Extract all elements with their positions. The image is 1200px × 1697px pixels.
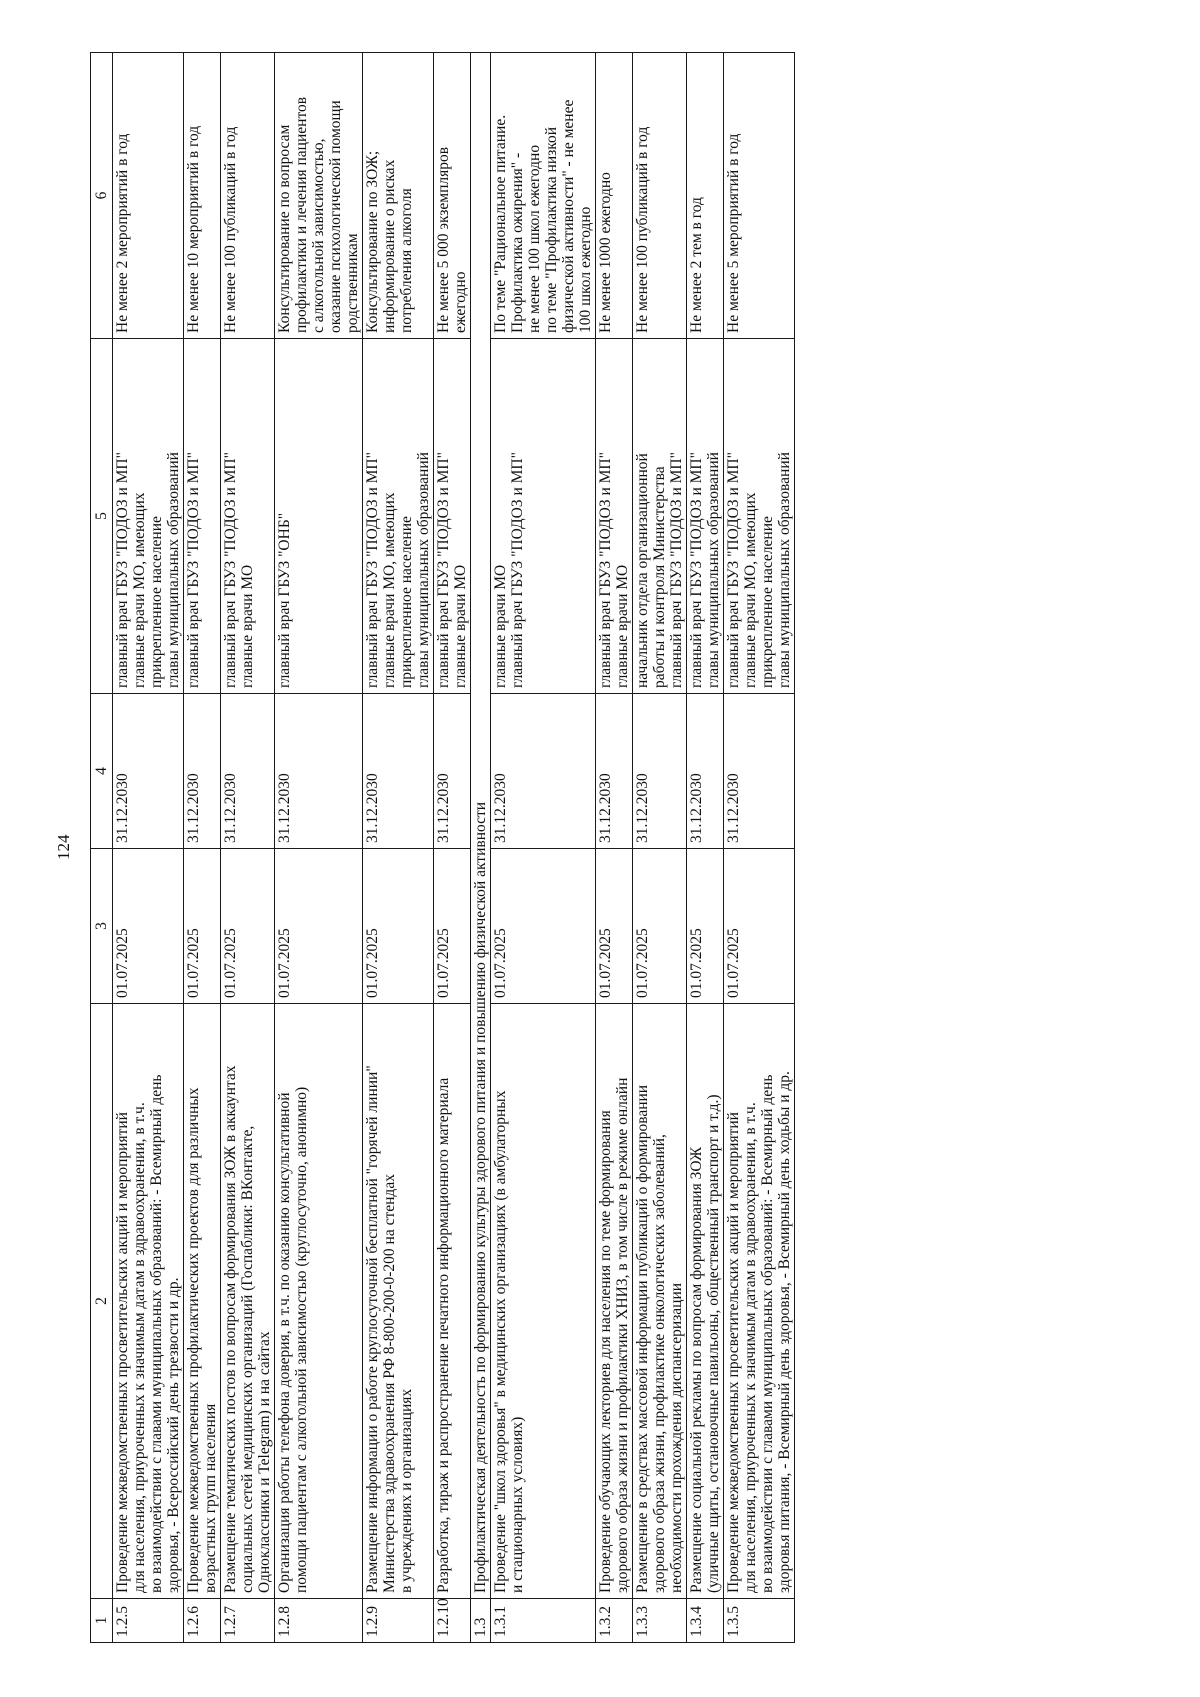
expected-result: По теме "Рациональное питание. Профилактика ожирения" - не менее 100 школ ежегодно по теме "Профилактика низкой физической активности" - не менее 100 школ ежегодно <box>491 53 596 339</box>
start-date: 01.07.2025 <box>491 849 596 1004</box>
page-number: 124 <box>54 834 73 860</box>
expected-result: Не менее 100 публикаций в год <box>633 53 687 339</box>
responsible-party: главный врач ГБУЗ "ПОДОЗ и МП" главные врачи МО <box>434 339 471 694</box>
expected-result: Не менее 2 мероприятий в год <box>113 53 184 339</box>
activity-description: Проведение обучающих лекториев для населения по теме формирования здорового образа жизни и профилактики ХНИЗ, в том числе в режиме онлайн <box>596 1004 633 1599</box>
end-date: 31.12.2030 <box>687 694 724 849</box>
row-number: 1.3.3 <box>633 1599 687 1643</box>
start-date: 01.07.2025 <box>363 849 434 1004</box>
start-date: 01.07.2025 <box>687 849 724 1004</box>
expected-result: Не менее 100 публикаций в год <box>221 53 275 339</box>
row-number: 1.2.6 <box>184 1599 221 1643</box>
responsible-party: главный врач ГБУЗ "ПОДОЗ и МП" главные врачи МО <box>596 339 633 694</box>
table-row <box>113 53 184 1643</box>
start-date: 01.07.2025 <box>724 849 795 1004</box>
row-number: 1.2.10 <box>434 1599 471 1643</box>
section-title: Профилактическая деятельность по формированию культуры здорового питания и повышению физической активности <box>471 53 491 1599</box>
row-number: 1.2.9 <box>363 1599 434 1643</box>
table-row <box>275 53 363 1643</box>
responsible-party: начальник отдела организационной работы и контроля Министерства главный врач ГБУЗ "ПОДОЗ и МП" <box>633 339 687 694</box>
responsible-party: главный врач ГБУЗ "ПОДОЗ и МП" главные врачи МО, имеющих прикрепленное население главы муниципальных образований <box>113 339 184 694</box>
start-date: 01.07.2025 <box>221 849 275 1004</box>
activity-description: Размещение в средствах массовой информации публикаций о формировании здорового образа жизни, профилактике онкологических заболеваний, необходимости прохождения диспансеризации <box>633 1004 687 1599</box>
row-number: 1.3 <box>471 1599 491 1643</box>
activity-description: Проведение межведомственных профилактических проектов для различных возрастных групп населения <box>184 1004 221 1599</box>
header-cell: 4 <box>91 694 113 849</box>
end-date: 31.12.2030 <box>275 694 363 849</box>
responsible-party: главный врач ГБУЗ "ПОДОЗ и МП" <box>184 339 221 694</box>
activity-description: Проведение "школ здоровья" в медицинских организациях (в амбулаторных и стационарных условиях) <box>491 1004 596 1599</box>
end-date: 31.12.2030 <box>724 694 795 849</box>
header-cell: 1 <box>91 1599 113 1643</box>
start-date: 01.07.2025 <box>596 849 633 1004</box>
table-row <box>363 53 434 1643</box>
header-cell: 2 <box>91 1004 113 1599</box>
table-body <box>113 53 795 1643</box>
activity-description: Размещение информации о работе круглосуточной бесплатной "горячей линии" Министерства здравоохранения РФ 8-800-200-0-200 на стендах в учреждениях и организациях <box>363 1004 434 1599</box>
table-row <box>724 53 795 1643</box>
table-row <box>596 53 633 1643</box>
header-row <box>91 53 113 1643</box>
start-date: 01.07.2025 <box>113 849 184 1004</box>
row-number: 1.3.1 <box>491 1599 596 1643</box>
expected-result: Консультирование по вопросам профилактики и лечения пациентов с алкогольной зависимостью, оказание психологической помощи родственникам <box>275 53 363 339</box>
row-number: 1.2.5 <box>113 1599 184 1643</box>
header-cell: 6 <box>91 53 113 339</box>
table-row <box>491 53 596 1643</box>
header-cell: 5 <box>91 339 113 694</box>
expected-result: Не менее 1000 ежегодно <box>596 53 633 339</box>
responsible-party: главный врач ГБУЗ "ПОДОЗ и МП" главные врачи МО, имеющих прикрепленное население главы муниципальных образований <box>363 339 434 694</box>
row-number: 1.3.2 <box>596 1599 633 1643</box>
expected-result: Не менее 5 мероприятий в год <box>724 53 795 339</box>
end-date: 31.12.2030 <box>184 694 221 849</box>
end-date: 31.12.2030 <box>221 694 275 849</box>
activity-description: Проведение межведомственных просветительских акций и мероприятий для населения, приуроченных к значимым датам в здравоохранении, в т.ч. во взаимодействии с главами муниципальных образований: - Всемирный день здоровья питания, - Всемирный день здоровья, - Всемирный день ходьбы и др. <box>724 1004 795 1599</box>
end-date: 31.12.2030 <box>113 694 184 849</box>
start-date: 01.07.2025 <box>633 849 687 1004</box>
end-date: 31.12.2030 <box>434 694 471 849</box>
responsible-party: главный врач ГБУЗ "ПОДОЗ и МП" главы муниципальных образований <box>687 339 724 694</box>
header-cell: 3 <box>91 849 113 1004</box>
activity-description: Размещение тематических постов по вопросам формирования ЗОЖ в аккаунтах социальных сетей медицинских организаций (Госпаблики: ВКонтакте, Одноклассники и Telegram) и на сайтах <box>221 1004 275 1599</box>
table-row <box>434 53 471 1643</box>
expected-result: Консультирование по ЗОЖ; информирование о рисках потребления алкоголя <box>363 53 434 339</box>
table-row <box>221 53 275 1643</box>
activity-description: Организация работы телефона доверия, в т.ч. по оказанию консультативной помощи пациентам с алкогольной зависимостью (круглосуточно, анонимно) <box>275 1004 363 1599</box>
expected-result: Не менее 2 тем в год <box>687 53 724 339</box>
end-date: 31.12.2030 <box>491 694 596 849</box>
start-date: 01.07.2025 <box>184 849 221 1004</box>
row-number: 1.3.4 <box>687 1599 724 1643</box>
start-date: 01.07.2025 <box>434 849 471 1004</box>
responsible-party: главный врач ГБУЗ "ПОДОЗ и МП" главные врачи МО <box>221 339 275 694</box>
responsible-party: главный врач ГБУЗ "ПОДОЗ и МП" главные врачи МО, имеющих прикрепленное население главы муниципальных образований <box>724 339 795 694</box>
expected-result: Не менее 10 мероприятий в год <box>184 53 221 339</box>
activity-description: Проведение межведомственных просветительских акций и мероприятий для населения, приуроченных к значимым датам в здравоохранении, в т.ч. во взаимодействии с главами муниципальных образований: - Всемирный день здоровья, - Всероссийский день трезвости и др. <box>113 1004 184 1599</box>
section-row <box>471 53 491 1643</box>
table-row <box>633 53 687 1643</box>
activity-description: Разработка, тираж и распространение печатного информационного материала <box>434 1004 471 1599</box>
end-date: 31.12.2030 <box>363 694 434 849</box>
responsible-party: главный врач ГБУЗ "ОНБ" <box>275 339 363 694</box>
row-number: 1.3.5 <box>724 1599 795 1643</box>
end-date: 31.12.2030 <box>596 694 633 849</box>
row-number: 1.2.7 <box>221 1599 275 1643</box>
responsible-party: главные врачи МО главный врач ГБУЗ "ПОДОЗ и МП" <box>491 339 596 694</box>
row-number: 1.2.8 <box>275 1599 363 1643</box>
expected-result: Не менее 5 000 экземпляров ежегодно <box>434 53 471 339</box>
plan-table <box>90 52 795 1643</box>
end-date: 31.12.2030 <box>633 694 687 849</box>
table-row <box>687 53 724 1643</box>
activity-description: Размещение социальной рекламы по вопросам формирования ЗОЖ (уличные щиты, остановочные павильоны, общественный транспорт и т.д.) <box>687 1004 724 1599</box>
table-row <box>184 53 221 1643</box>
start-date: 01.07.2025 <box>275 849 363 1004</box>
rotated-table-container <box>90 53 1060 1643</box>
